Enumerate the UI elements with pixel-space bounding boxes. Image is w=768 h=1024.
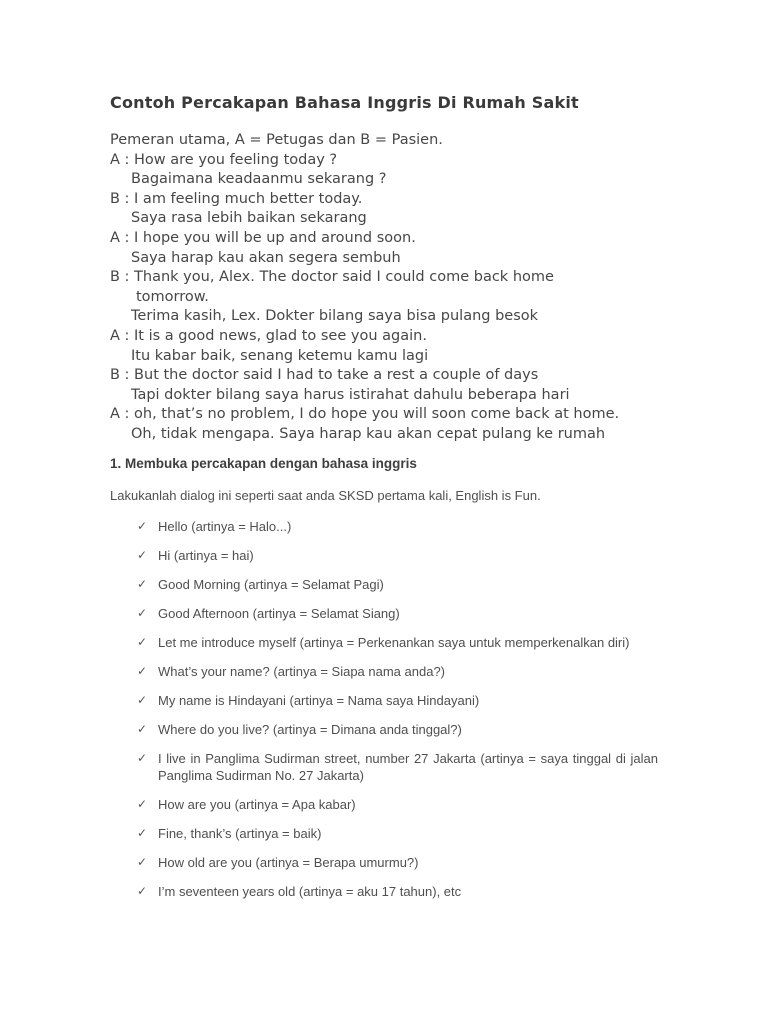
dialogue-line: A : oh, that’s no problem, I do hope you will soon come back at home. <box>110 406 620 423</box>
checklist-item <box>110 663 658 680</box>
checklist-item <box>110 825 658 842</box>
section-heading: 1. Membuka percakapan dengan bahasa inggris <box>110 455 417 471</box>
checklist-item <box>110 796 658 813</box>
dialogue-line: Saya harap kau akan segera sembuh <box>131 249 401 266</box>
dialogue-line: B : I am feeling much better today. <box>110 190 363 207</box>
checkmark-icon: ✓ <box>137 576 148 591</box>
checkmark-icon: ✓ <box>137 796 148 811</box>
checklist-item-text: Let me introduce myself (artinya = Perkenankan saya untuk memperkenalkan diri) <box>158 634 630 650</box>
section-intro: Lakukanlah dialog ini seperti saat anda SKSD pertama kali, English is Fun. <box>110 487 541 503</box>
checklist-item <box>110 576 658 593</box>
checkmark-icon: ✓ <box>137 750 148 765</box>
checklist-item-text: Hi (artinya = hai) <box>158 547 254 563</box>
checkmark-icon: ✓ <box>137 692 148 707</box>
checkmark-icon: ✓ <box>137 634 148 649</box>
checklist-item-text: What’s your name? (artinya = Siapa nama anda?) <box>158 663 446 679</box>
checkmark-icon: ✓ <box>137 883 148 898</box>
checklist-item-text: Good Morning (artinya = Selamat Pagi) <box>158 576 384 592</box>
dialogue-line: Terima kasih, Lex. Dokter bilang saya bisa pulang besok <box>131 308 539 325</box>
dialogue-line: Bagaimana keadaanmu sekarang ? <box>131 171 387 188</box>
checklist-item-text: My name is Hindayani (artinya = Nama saya Hindayani) <box>158 692 480 708</box>
checkmark-icon: ✓ <box>137 663 148 678</box>
dialogue-line: Saya rasa lebih baikan sekarang <box>131 210 367 227</box>
dialogue-block <box>110 131 658 445</box>
checklist-item <box>110 634 658 651</box>
checklist <box>110 518 658 900</box>
dialogue-line: Pemeran utama, A = Petugas dan B = Pasien. <box>110 132 443 148</box>
checkmark-icon: ✓ <box>137 547 148 562</box>
checklist-item-text: Good Afternoon (artinya = Selamat Siang) <box>158 605 400 621</box>
checkmark-icon: ✓ <box>137 605 148 620</box>
checkmark-icon: ✓ <box>137 518 148 533</box>
dialogue-line: B : Thank you, Alex. The doctor said I could come back home <box>110 269 554 286</box>
checklist-item-text: I’m seventeen years old (artinya = aku 17 tahun), etc <box>158 883 462 899</box>
checklist-item <box>110 883 658 900</box>
checklist-item-text: How old are you (artinya = Berapa umurmu?) <box>158 854 419 870</box>
checklist-item <box>110 854 658 871</box>
dialogue-line: A : How are you feeling today ? <box>110 151 338 168</box>
dialogue-line: A : It is a good news, glad to see you again. <box>110 327 427 344</box>
checklist-item-text: I live in Panglima Sudirman street, number 27 Jakarta (artinya = saya tinggal di jalan Panglima Sudirman No. 27 Jakarta) <box>158 750 658 783</box>
checklist-item <box>110 605 658 622</box>
checklist-item-text: How are you (artinya = Apa kabar) <box>158 796 356 812</box>
dialogue-line: Tapi dokter bilang saya harus istirahat dahulu beberapa hari <box>131 386 570 403</box>
dialogue-line: A : I hope you will be up and around soon. <box>110 229 416 246</box>
dialogue-line: tomorrow. <box>136 288 209 305</box>
checkmark-icon: ✓ <box>137 825 148 840</box>
checklist-item <box>110 750 658 784</box>
checklist-item-text: Fine, thank’s (artinya = baik) <box>158 825 322 841</box>
dialogue-line: Itu kabar baik, senang ketemu kamu lagi <box>131 347 429 364</box>
checklist-item <box>110 518 658 535</box>
checklist-item <box>110 547 658 564</box>
dialogue-line: Oh, tidak mengapa. Saya harap kau akan cepat pulang ke rumah <box>131 425 606 442</box>
checklist-item <box>110 692 658 709</box>
checklist-item <box>110 721 658 738</box>
checklist-item-text: Where do you live? (artinya = Dimana anda tinggal?) <box>158 721 462 737</box>
page-title: Contoh Percakapan Bahasa Inggris Di Rumah Sakit <box>110 93 579 112</box>
page-content <box>110 93 658 912</box>
dialogue-line: B : But the doctor said I had to take a rest a couple of days <box>110 367 539 384</box>
checklist-item-text: Hello (artinya = Halo...) <box>158 518 292 534</box>
checkmark-icon: ✓ <box>137 721 148 736</box>
checkmark-icon: ✓ <box>137 854 148 869</box>
